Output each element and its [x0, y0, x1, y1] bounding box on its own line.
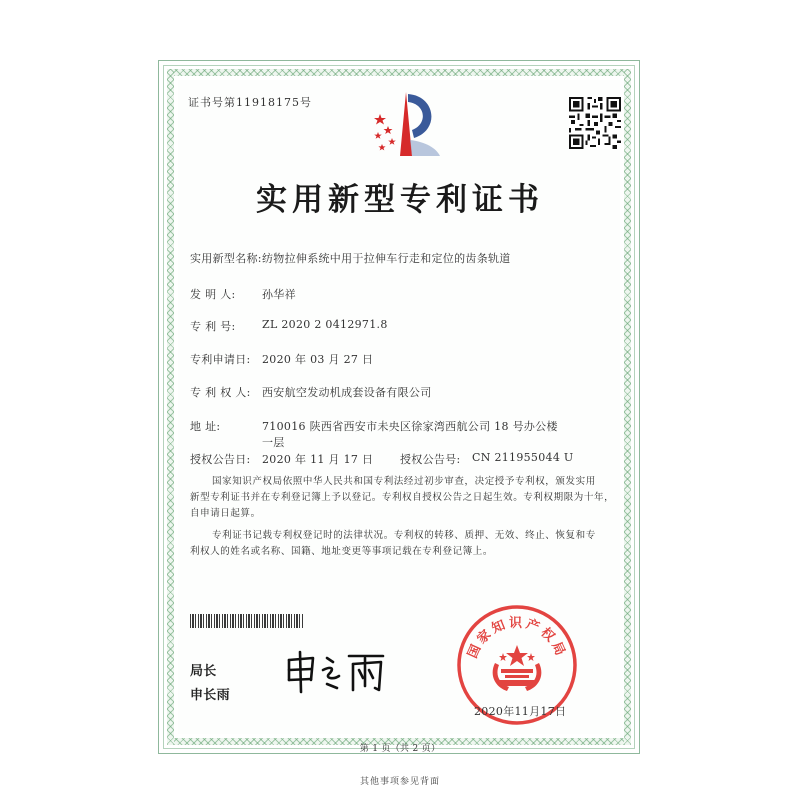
certificate-number: 证书号第11918175号 [188, 96, 312, 109]
seal-date: 2020年11月17日 [474, 705, 567, 718]
barcode-icon [190, 614, 303, 628]
grant-number-label: 授权公告号: [400, 453, 461, 466]
director-title: 局长 [190, 664, 217, 679]
grant-date-value: 2020 年 11 月 17 日 [262, 453, 374, 466]
paragraph2-line2: 利权人的姓名或名称、国籍、地址变更等事项记载在专利登记簿上。 [190, 546, 494, 557]
cnipa-logo-icon [366, 86, 444, 166]
paragraph2-line1: 专利证书记载专利权登记时的法律状况。专利权的转移、质押、无效、终止、恢复和专 [212, 530, 596, 541]
patent-number-value: ZL 2020 2 0412971.8 [262, 318, 388, 331]
patent-number-label: 专 利 号: [190, 320, 236, 333]
filing-date-label: 专利申请日: [190, 353, 251, 366]
address-value-line1: 710016 陕西省西安市未央区徐家湾西航公司 18 号办公楼 [262, 420, 558, 433]
qr-code-icon [569, 97, 621, 149]
border-pattern-top [167, 69, 631, 76]
filing-date-value: 2020 年 03 月 27 日 [262, 353, 374, 366]
address-label: 地 址: [190, 420, 221, 433]
grant-date-label: 授权公告日: [190, 453, 251, 466]
patentee-value: 西安航空发动机成套设备有限公司 [262, 386, 432, 399]
page-title: 实用新型专利证书 [256, 182, 544, 218]
inventor-value: 孙华祥 [262, 288, 296, 301]
director-name: 申长雨 [190, 688, 230, 703]
seal-text: 国家知识产权局 [465, 616, 569, 661]
patentee-label: 专 利 权 人: [190, 386, 251, 399]
name-label: 实用新型名称: [190, 252, 262, 265]
signature-icon [283, 650, 403, 695]
name-value: 纺物拉伸系统中用于拉伸车行走和定位的齿条轨道 [262, 252, 511, 265]
paragraph1-line3: 自申请日起算。 [190, 508, 261, 519]
grant-number-value: CN 211955044 U [472, 451, 574, 464]
paragraph1-line2: 新型专利证书并在专利登记簿上予以登记。专利权自授权公告之日起生效。专利权期限为十年， [190, 492, 615, 503]
inventor-label: 发 明 人: [190, 288, 236, 301]
border-pattern-right [624, 69, 631, 745]
paragraph1-line1: 国家知识产权局依照中华人民共和国专利法经过初步审查，决定授予专利权，颁发实用 [212, 476, 596, 487]
address-value-line2: 一层 [262, 436, 285, 449]
footer-note: 其他事项参见背面 [359, 777, 440, 787]
border-pattern-left [167, 69, 174, 745]
page-number: 第 1 页（共 2 页） [359, 744, 441, 754]
